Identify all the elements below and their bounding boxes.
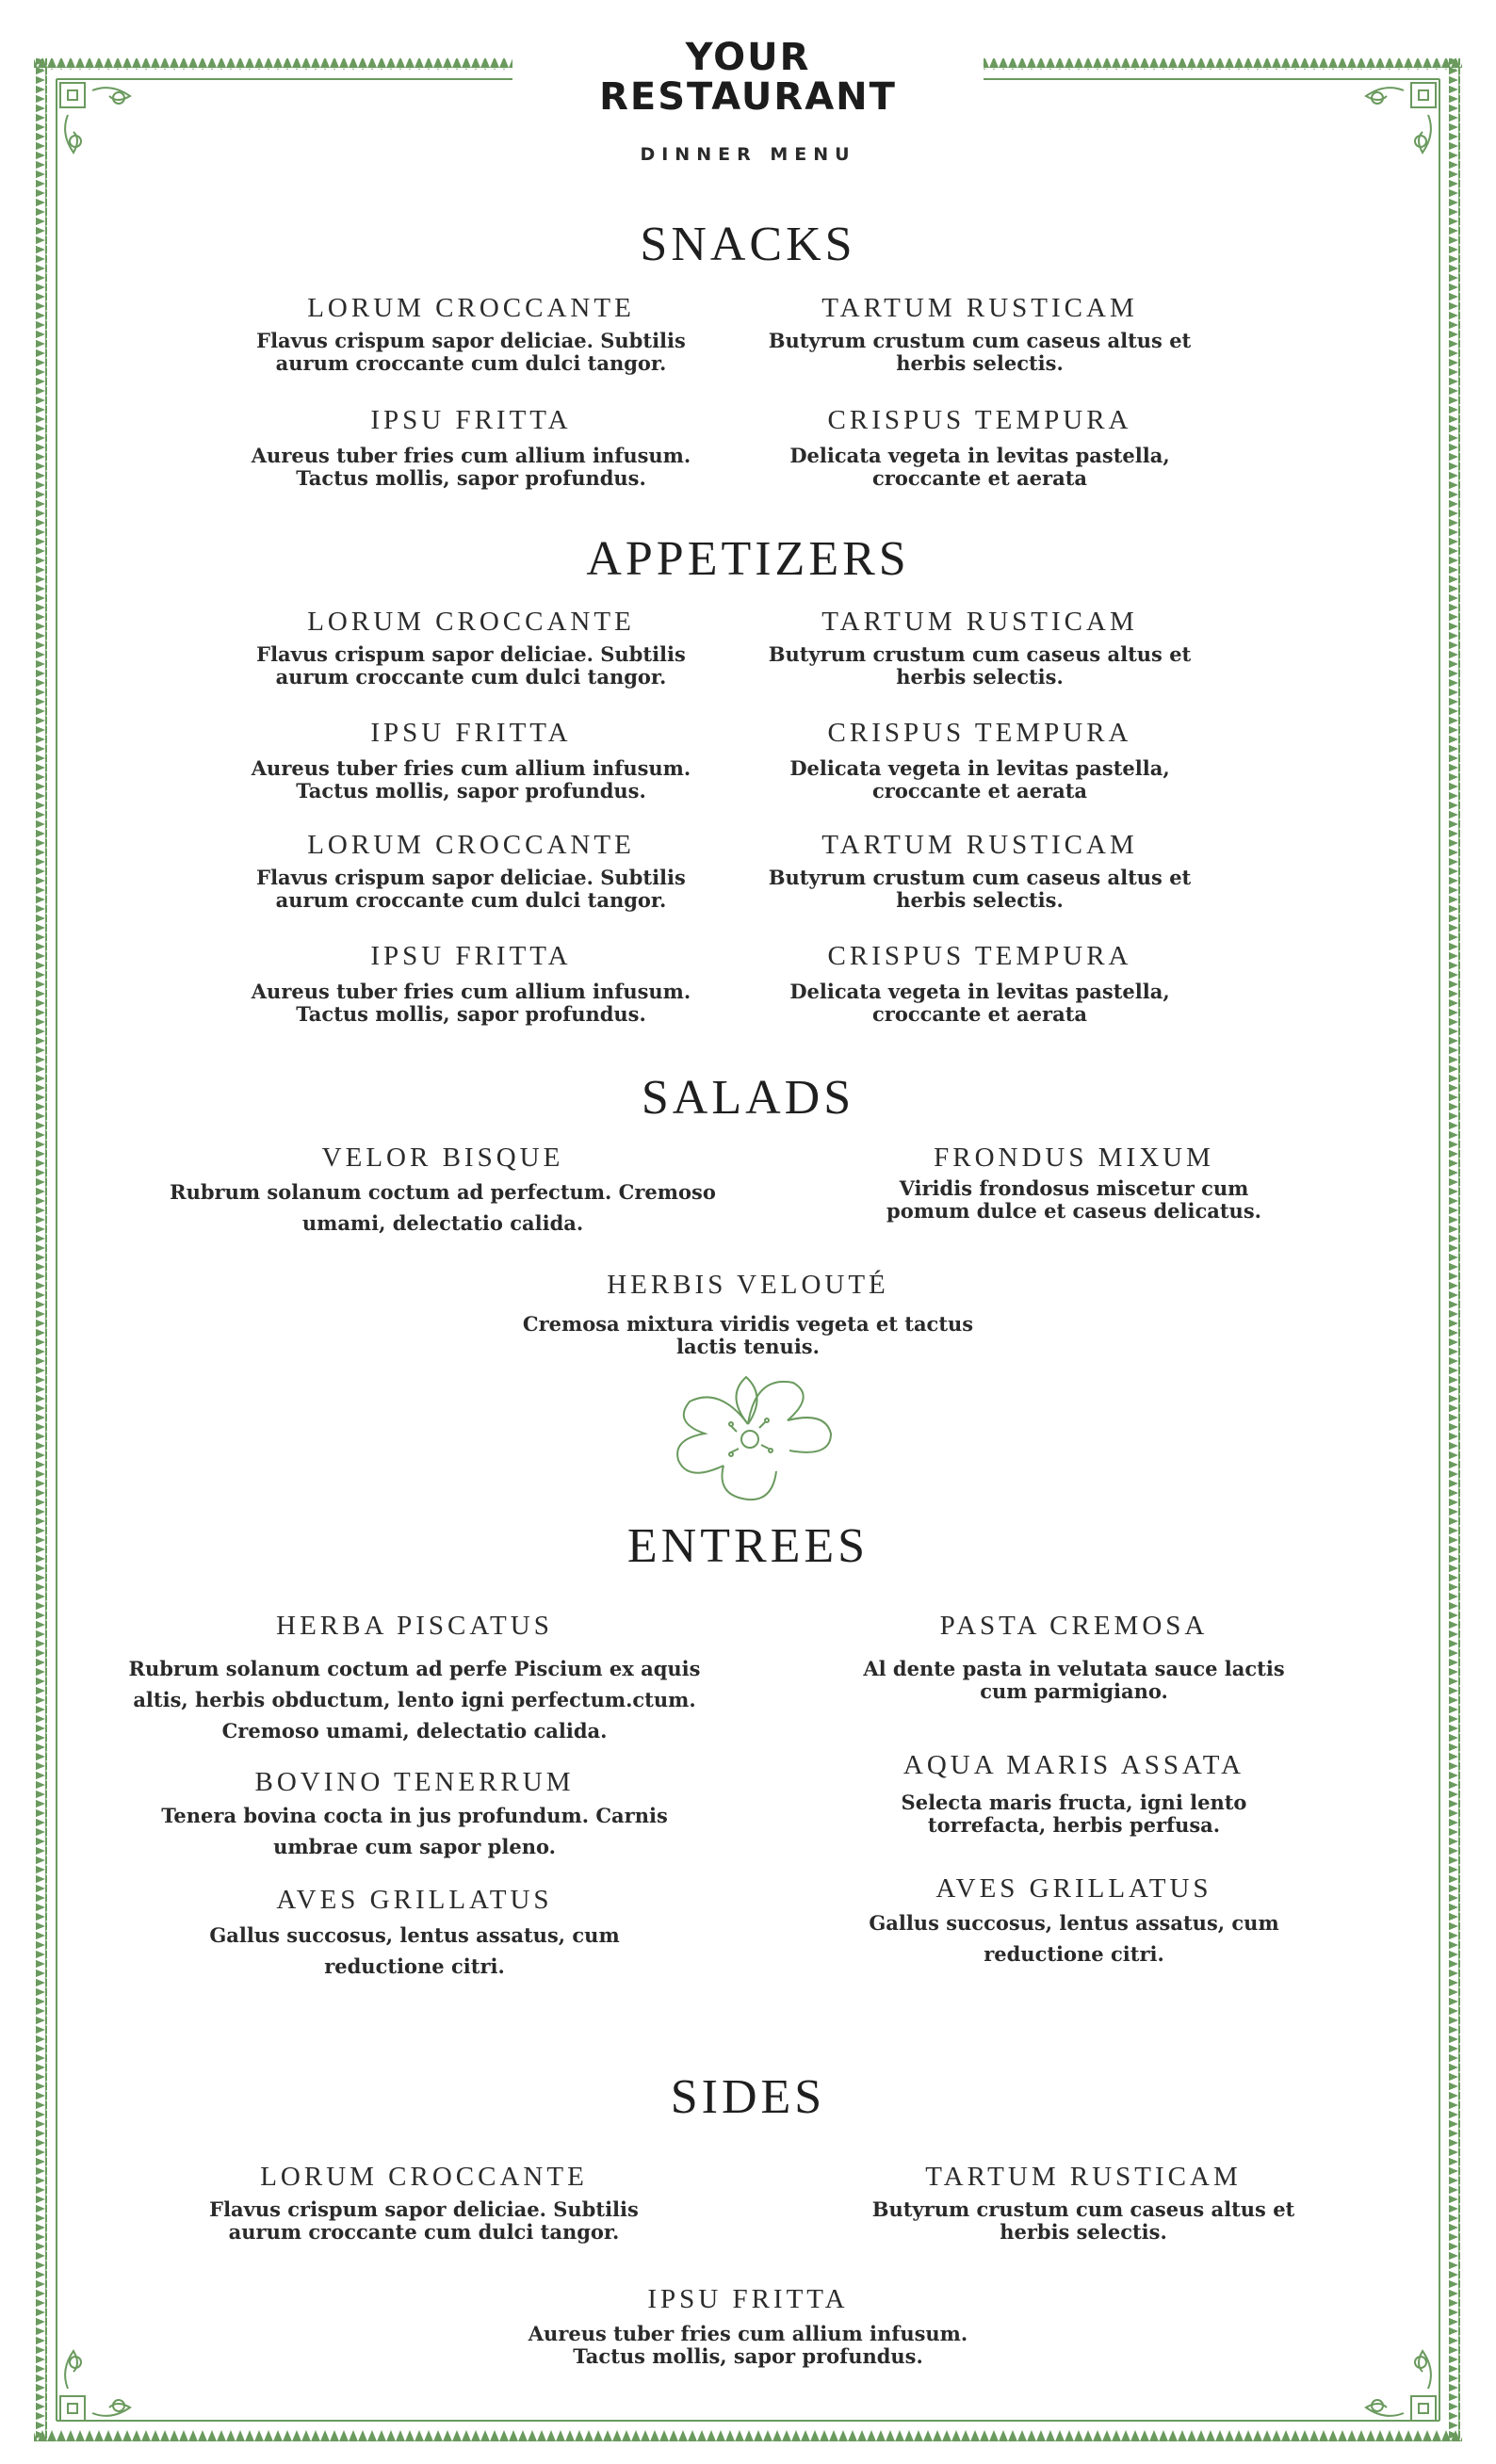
menu-item-description: Gallus succosus, lentus assatus, cum reductione citri. bbox=[869, 1911, 1279, 1966]
menu-item-description: Flavus crispum sapor deliciae. Subtilis aurum croccante cum dulci tangor. bbox=[209, 2197, 639, 2244]
section-title-snacks: SNACKS bbox=[640, 218, 856, 271]
menu-item-description: Flavus crispum sapor deliciae. Subtilis aurum croccante cum dulci tangor. bbox=[256, 329, 686, 375]
menu-item-description: Rubrum solanum coctum ad perfectum. Cremoso umami, delectatio calida. bbox=[170, 1180, 716, 1235]
menu-item-description: Flavus crispum sapor deliciae. Subtilis aurum croccante cum dulci tangor. bbox=[256, 642, 686, 689]
corner-ornament-bottom-left bbox=[60, 2351, 130, 2421]
menu-item-description: Delicata vegeta in levitas pastella, croccante et aerata bbox=[789, 756, 1170, 802]
menu-item-description: Butyrum crustum cum caseus altus et herbis selectis. bbox=[871, 2197, 1295, 2244]
section-title-salads: SALADS bbox=[641, 1071, 855, 1125]
menu-item-name: LORUM CROCCANTE bbox=[307, 607, 635, 637]
menu-item-description: Butyrum crustum cum caseus altus et herbis selectis. bbox=[768, 866, 1192, 912]
menu-item-description: Butyrum crustum cum caseus altus et herbis selectis. bbox=[768, 642, 1192, 689]
menu-item-name: HERBA PISCATUS bbox=[276, 1611, 553, 1641]
section-title-appetizers: APPETIZERS bbox=[586, 532, 910, 586]
menu-item-name: BOVINO TENERRUM bbox=[254, 1767, 575, 1797]
menu-item-description: Butyrum crustum cum caseus altus et herbis selectis. bbox=[768, 329, 1192, 375]
corner-ornament-top-left bbox=[60, 83, 130, 153]
menu-item-description: Al dente pasta in velutata sauce lactis cum parmigiano. bbox=[863, 1657, 1285, 1703]
menu-item-name: FRONDUS MIXUM bbox=[934, 1143, 1214, 1173]
section-title-sides: SIDES bbox=[670, 2070, 826, 2124]
menu-item-name: CRISPUS TEMPURA bbox=[827, 718, 1132, 748]
menu-item-description: Viridis frondosus miscetur cum pomum dulce et caseus delicatus. bbox=[886, 1176, 1261, 1223]
menu-item-name: IPSU FRITTA bbox=[370, 718, 572, 748]
menu-item-description: Cremosa mixtura viridis vegeta et tactus lactis tenuis. bbox=[522, 1312, 974, 1358]
menu-item-name: AQUA MARIS ASSATA bbox=[902, 1750, 1245, 1780]
menu-item-description: Delicata vegeta in levitas pastella, croccante et aerata bbox=[789, 980, 1170, 1026]
menu-item-name: TARTUM RUSTICAM bbox=[821, 830, 1138, 860]
menu-item-name: TARTUM RUSTICAM bbox=[925, 2162, 1242, 2192]
menu-item-name: IPSU FRITTA bbox=[370, 405, 572, 435]
menu-item-description: Aureus tuber fries cum allium infusum. Tactus mollis, sapor profundus. bbox=[528, 2322, 968, 2368]
menu-item-description: Selecta maris fructa, igni lento torrefacta, herbis perfusa. bbox=[901, 1791, 1247, 1837]
menu-item-name: LORUM CROCCANTE bbox=[260, 2162, 588, 2192]
corner-ornament-top-right bbox=[1366, 83, 1436, 153]
menu-item-name: AVES GRILLATUS bbox=[276, 1885, 553, 1915]
menu-item-name: IPSU FRITTA bbox=[370, 941, 572, 971]
menu-item-description: Flavus crispum sapor deliciae. Subtilis aurum croccante cum dulci tangor. bbox=[256, 866, 686, 912]
menu-item-name: TARTUM RUSTICAM bbox=[821, 607, 1138, 637]
menu-item-name: LORUM CROCCANTE bbox=[307, 293, 635, 323]
brand-line-2: RESTAURANT bbox=[599, 75, 897, 119]
brand-line-1: YOUR bbox=[685, 36, 811, 79]
menu-item-description: Aureus tuber fries cum allium infusum. Tactus mollis, sapor profundus. bbox=[251, 444, 691, 490]
menu-item-name: PASTA CREMOSA bbox=[939, 1611, 1209, 1641]
menu-item-name: LORUM CROCCANTE bbox=[307, 830, 635, 860]
menu-item-description: Aureus tuber fries cum allium infusum. Tactus mollis, sapor profundus. bbox=[251, 756, 691, 802]
menu-subtitle: DINNER MENU bbox=[640, 144, 856, 165]
menu-item-description: Tenera bovina cocta in jus profundum. Carnis umbrae cum sapor pleno. bbox=[161, 1804, 668, 1858]
menu-item-description: Gallus succosus, lentus assatus, cum reductione citri. bbox=[209, 1923, 620, 1978]
section-title-entrees: ENTREES bbox=[626, 1519, 870, 1573]
menu-item-name: AVES GRILLATUS bbox=[935, 1873, 1212, 1904]
menu-item-name: CRISPUS TEMPURA bbox=[827, 405, 1132, 435]
menu-item-description: Delicata vegeta in levitas pastella, croccante et aerata bbox=[789, 444, 1170, 490]
menu-item-name: VELOR BISQUE bbox=[321, 1143, 564, 1173]
menu-item-name: IPSU FRITTA bbox=[647, 2284, 849, 2314]
restaurant-name bbox=[512, 38, 984, 117]
menu-item-name: CRISPUS TEMPURA bbox=[827, 941, 1132, 971]
menu-item-name: TARTUM RUSTICAM bbox=[821, 293, 1138, 323]
flower-icon bbox=[677, 1377, 831, 1499]
menu-item-description: Rubrum solanum coctum ad perfe Piscium ex aquis altis, herbis obductum, lento igni perfectum.ctum. Cremoso umami, delectatio calida. bbox=[128, 1657, 701, 1743]
menu-item-description: Aureus tuber fries cum allium infusum. Tactus mollis, sapor profundus. bbox=[251, 980, 691, 1026]
menu-item-name: HERBIS VELOUTÉ bbox=[607, 1270, 889, 1300]
corner-ornament-bottom-right bbox=[1366, 2351, 1436, 2421]
